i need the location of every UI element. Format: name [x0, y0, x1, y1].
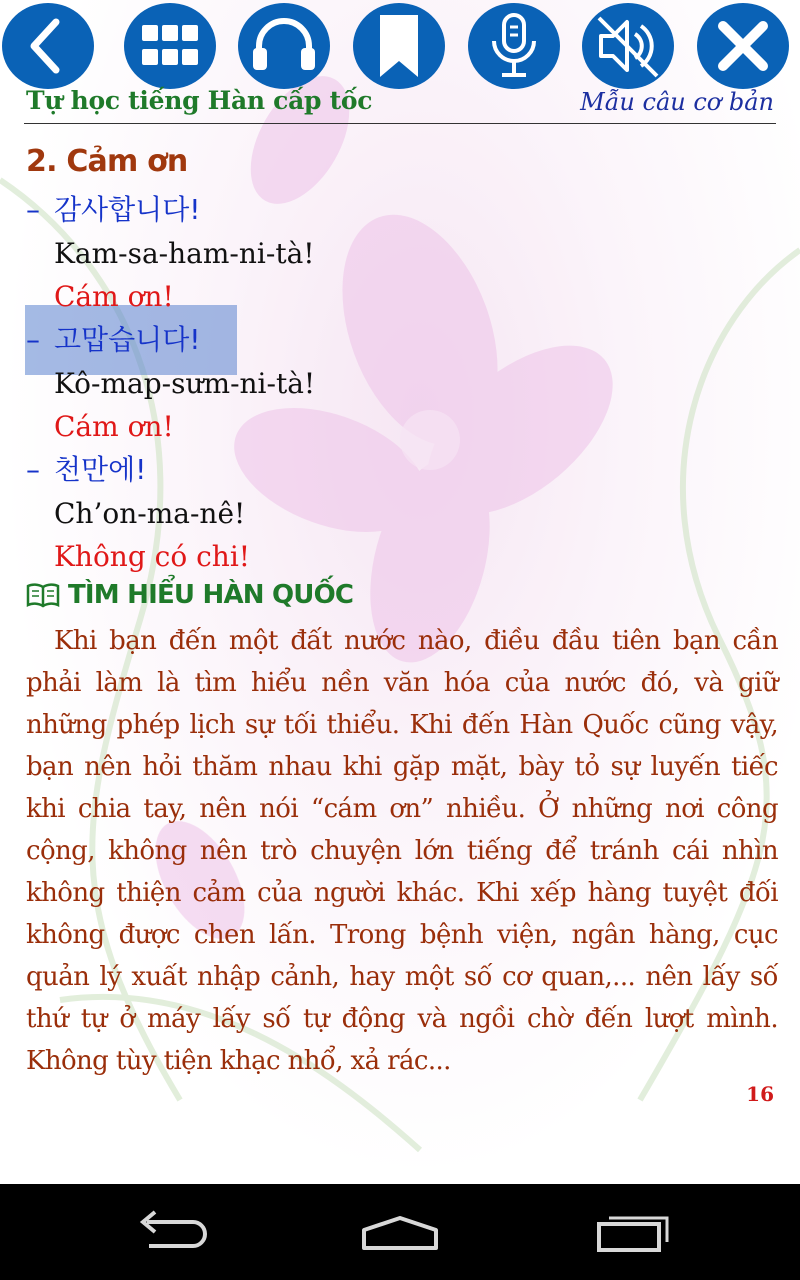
phrase-item: [26, 318, 766, 448]
vietnamese-translation: Không có chi!: [54, 540, 251, 573]
vietnamese-translation: Cám ơn!: [54, 410, 174, 443]
korean-phrase[interactable]: – 감사합니다!: [26, 193, 201, 226]
book-title: Tự học tiếng Hàn cấp tốc: [26, 86, 373, 115]
nav-home-button[interactable]: [340, 1202, 460, 1262]
romanization: Ch’on-ma-nê!: [54, 497, 246, 530]
open-book-icon: [26, 582, 60, 608]
mute-button[interactable]: [582, 3, 674, 89]
microphone-icon: [486, 13, 542, 79]
grid-menu-icon: [140, 21, 200, 71]
nav-home-icon: [360, 1210, 440, 1254]
romanization: Kô-map-sưm-ni-tà!: [54, 367, 316, 400]
korean-phrase[interactable]: – 고맙습니다!: [26, 323, 201, 356]
menu-button[interactable]: [124, 3, 216, 89]
page-number: 16: [746, 1082, 774, 1106]
nav-back-icon: [127, 1210, 207, 1254]
nav-back-button[interactable]: [107, 1202, 227, 1262]
system-navigation-bar: [0, 1184, 800, 1280]
back-icon: [18, 16, 78, 76]
speaker-muted-icon: [593, 14, 663, 78]
culture-heading-text: TÌM HIỂU HÀN QUỐC: [68, 580, 354, 610]
audio-button[interactable]: [238, 3, 330, 89]
toolbar: [0, 0, 800, 92]
headphones-icon: [249, 16, 319, 76]
bookmark-icon: [374, 13, 424, 79]
korean-phrase[interactable]: – 천만에!: [26, 453, 147, 486]
culture-heading: [26, 580, 353, 610]
section-title: Mẫu câu cơ bản: [580, 88, 774, 116]
nav-recents-button[interactable]: [575, 1202, 695, 1262]
back-button[interactable]: [2, 3, 94, 89]
vietnamese-translation: Cám ơn!: [54, 280, 174, 313]
bookmark-button[interactable]: [353, 3, 445, 89]
close-icon: [713, 16, 773, 76]
phrase-item: [26, 188, 766, 318]
lesson-heading: 2. Cảm ơn: [26, 144, 188, 179]
header-divider: [24, 123, 776, 124]
culture-paragraph: Khi bạn đến một đất nước nào, điều đầu tiên bạn cần phải làm là tìm hiểu nền văn hóa của nước đó, và giữ những phép lịch sự tối thiểu. Khi đến Hàn Quốc cũng vậy, bạn nên hỏi thăm nhau khi gặp mặt, bày tỏ sự luyến tiếc khi chia tay, nên nói “cám ơn” nhiều. Ở những nơi công cộng, không nên trò chuyện lớn tiếng để tránh cái nhìn không thiện cảm của người khác. Khi xếp hàng tuyệt đối không được chen lấn. Trong bệnh viện, ngân hàng, cục quản lý xuất nhập cảnh, hay một số cơ quan,... nên lấy số thứ tự ở máy lấy số tự động và ngồi chờ đến lượt mình. Không tùy tiện khạc nhổ, xả rác...: [26, 626, 778, 1076]
phrase-item: [26, 448, 766, 578]
nav-recents-icon: [595, 1210, 675, 1254]
romanization: Kam-sa-ham-ni-tà!: [54, 237, 315, 270]
record-button[interactable]: [468, 3, 560, 89]
close-button[interactable]: [697, 3, 789, 89]
